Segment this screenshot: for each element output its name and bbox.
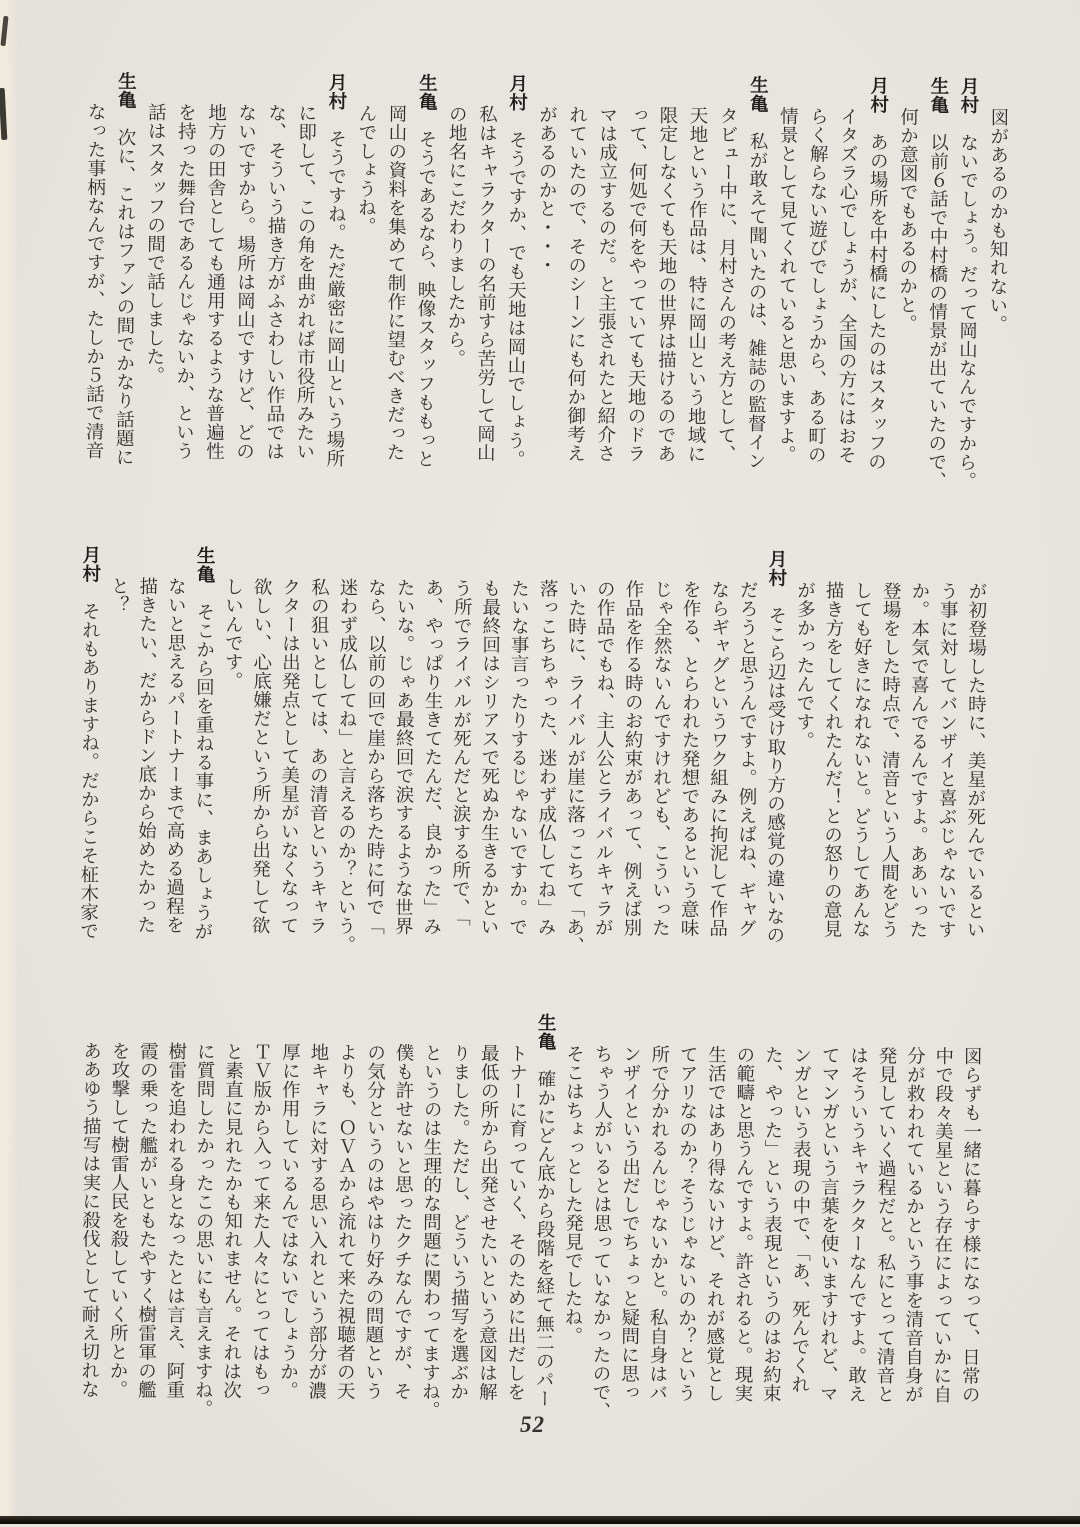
text-column: 描き方をしてくれたんだ！との怒りの意見 <box>821 580 846 939</box>
speaker-name: 月村 <box>80 545 102 583</box>
text-column: んでしょうね。 <box>356 103 379 236</box>
text-column: トナーに育っていく、そのために出だしを <box>505 1043 529 1402</box>
text-column: 欲しい、心底嫌だという所から出発して欲 <box>250 577 274 935</box>
text-column: 霞の乗った艦がいともたやすく樹雷軍の艦 <box>136 1041 160 1399</box>
text-column: 月村 そこら辺は受け取り方の感覚の違いなの <box>764 549 789 945</box>
speaker-name: 月村 <box>958 76 981 115</box>
text-column: 中で段々美星という存在によっていかに自 <box>931 1046 955 1404</box>
text-column: 生亀 私が敢えて聞いたのは、雑誌の監督イン <box>746 75 770 471</box>
text-column: はそういうキャラクターなんですよ。敢え <box>846 1045 870 1404</box>
text-column: よりも、ＯＶＡから流れて来た視聴者の天 <box>335 1042 359 1401</box>
text-column: 僕も許せないと思ったクチなんですが、そ <box>391 1043 416 1401</box>
text-column: じゃ全然ないんですけれども、こういった <box>650 579 674 938</box>
text-column: 月村 そうですね。ただ厳密に岡山という場所 <box>324 72 349 468</box>
text-column: イタズラ心でしょうが、全国の方にはおそ <box>836 106 860 465</box>
text-column: と素直に見れたかも知れません。それは次 <box>221 1042 245 1400</box>
text-column: てマンガという言葉を使いますけれど、マ <box>818 1045 842 1404</box>
text-column: 情景として見てくれていると思いますよ。 <box>776 106 800 464</box>
text-column: 話はスタッフの間で話しました。 <box>144 102 168 385</box>
text-column: たいな。じゃあ最終回で涙するような世界 <box>393 578 417 936</box>
text-column: 地方の田舎としても通用するような普遍性 <box>204 102 228 461</box>
text-column: れていたので、そのシーンにも何か御考え <box>565 105 589 463</box>
text-column: 月村 あの場所を中村橋にしたのはスタッフの <box>866 75 890 471</box>
text-column: なった事柄なんですが、たしか５話で清音 <box>84 102 108 460</box>
text-column: に即して、この角を曲がれば市役所みたい <box>294 103 318 461</box>
text-column: の気分というのはやはり好みの問題という <box>363 1042 387 1401</box>
text-column: 生亀 確かにどん底から段階を経て無二のパー <box>533 1012 558 1408</box>
text-column: 図があるのかも知れない。 <box>987 107 1011 334</box>
speaker-name: 生亀 <box>536 1012 558 1051</box>
text-column: あ、やっぱり生きてたんだ、良かった」み <box>421 578 445 936</box>
text-column: 迷わず成仏してね」と言えるのか？という。 <box>335 577 360 954</box>
text-column: だろうと思うんですよ。例えばね、ギャグ <box>736 580 760 938</box>
text-column: らく解らない遊びでしょうから、ある町の <box>806 106 830 464</box>
text-column: 分が救われているかという事を清音自身が <box>903 1046 927 1404</box>
text-column: な、そういう描き方がふさわしい作品では <box>264 103 288 461</box>
text-column: があるのかと・・・ <box>536 104 559 275</box>
text-column: ないですから。場所は岡山ですけど、どの <box>234 103 258 461</box>
text-column: というのは生理的な問題に関わってますね。 <box>420 1043 444 1420</box>
text-column: りました。ただし、どういう描写を選ぶか <box>448 1043 472 1401</box>
speaker-name: 生亀 <box>748 75 770 113</box>
page-number: 52 <box>520 1412 545 1437</box>
speaker-name: 生亀 <box>928 76 951 115</box>
text-column: か。本気で喜んでるんですよ。ああいった <box>907 581 931 939</box>
text-column: 描きたい、だからドン底から始めたかった <box>135 576 159 934</box>
text-column: が初登場した時に、美星が死んでいるとい <box>964 581 989 939</box>
text-column: を攻撃して樹雷人民を殺していく所とか。 <box>107 1041 132 1399</box>
text-column: 作品を作る時のお約束があって、例えば別 <box>621 579 645 937</box>
speaker-name: 月村 <box>326 72 349 111</box>
text-column: の地名にこだわりましたから。 <box>445 104 469 368</box>
text-column: ならギャグというワク組みに拘泥して作品 <box>707 580 731 938</box>
text-column: 地キャラに対する思い入れという部分が濃 <box>306 1042 330 1400</box>
text-column: ンガという表現の中で、「あ、死んでくれ <box>789 1045 813 1394</box>
text-column: ちゃう人がいるとは思っていなかったので、 <box>590 1044 614 1421</box>
text-column: 登場をした時点で、清音という人間をどう <box>879 581 903 939</box>
text-column: う所でライバルが死んだと涙する所で、「 <box>450 578 474 927</box>
text-column: の作品でもね、主人公とライバルキャラが <box>593 579 617 937</box>
text-block-top <box>79 71 1015 529</box>
text-column: ないと思えるパートナーまで高める過程を <box>164 576 188 935</box>
speaker-name: 月村 <box>507 73 529 112</box>
text-column: てアリなのか？そうじゃないのか？という <box>676 1044 700 1403</box>
text-column: 所で分かれるんじゃないかと。私自身はバ <box>647 1044 671 1403</box>
text-column: 生活ではあり得ないけど、それが感覚とし <box>704 1045 728 1403</box>
text-column: ＴＶ版から入って来た人々にとってはもっ <box>249 1042 274 1400</box>
text-column: そこはちょっとした発見でしたね。 <box>562 1044 586 1346</box>
text-column: う事に対してバンザイと喜ぶじゃないです <box>936 581 960 939</box>
speaker-name: 生亀 <box>195 545 217 584</box>
text-column: 月村 そうですか、でも天地は岡山でしょう。 <box>505 73 529 469</box>
text-column: 私はキャラクターの名前すら苦労して岡山 <box>475 104 499 462</box>
text-column: 厚に作用しているんではないでしょうか。 <box>278 1042 302 1400</box>
text-column: いた時に、ライバルが崖に落っこちて「あ、 <box>564 579 588 956</box>
text-column: を持った舞台であるんじゃないか、という <box>174 102 198 461</box>
text-column: 樹雷を追われる身となったとは言え、阿重 <box>164 1041 188 1400</box>
speaker-name: 生亀 <box>417 73 439 111</box>
text-column: しても好きになれないと。どうしてあんな <box>850 580 874 939</box>
text-column: マは成立するのだ。と主張されたと紹介さ <box>595 105 619 463</box>
text-column: って、何処で何をやっていても天地のドラ <box>625 105 649 463</box>
text-column: が多かったんです。 <box>794 580 817 750</box>
text-column: 生亀 以前６話で中村橋の情景が出ていたので、 <box>926 76 951 491</box>
text-column: しいんです。 <box>222 577 245 691</box>
text-column: 限定しなくても天地の世界は描けるのであ <box>655 105 679 464</box>
scan-edge-bar <box>0 1516 1080 1524</box>
text-column: ああゆう描写は実に殺伐として耐え切れな <box>79 1041 103 1399</box>
speaker-name: 月村 <box>868 75 890 114</box>
text-column: 落っこちちゃった、迷わず成仏してね」み <box>536 578 560 937</box>
text-column: 何か意図でもあるのかと。 <box>897 107 920 333</box>
text-column: 私の狙いとしては、あの清音というキャラ <box>307 577 331 935</box>
text-column: なら、以前の回で崖から落ちた時に何で「 <box>364 577 388 936</box>
text-column: 月村 ないでしょう。だって岡山なんですから。 <box>956 76 981 491</box>
text-column: 生亀 そこから回を重ねる事に、まあしょうが <box>192 545 217 941</box>
text-column: に質問したかったこの思いにも言えますね。 <box>193 1041 217 1419</box>
text-column: 天地という作品は、特に岡山という地域に <box>685 105 710 464</box>
text-column: 月村 それもありますね。だからこそ柾木家で <box>78 545 102 941</box>
text-column: と？ <box>109 576 131 615</box>
text-column: 最低の所から出発させたいという意図は解 <box>477 1043 501 1401</box>
text-column: 岡山の資料を集めて制作に望むべきだった <box>384 104 409 462</box>
text-column: 生亀 そうであるなら、映像スタッフももっと <box>415 73 439 469</box>
text-column: も最終回はシリアスで死ぬか生きるかとい <box>478 578 503 936</box>
text-column: 図らずも一緒に暮らす様になって、日常の <box>960 1046 984 1404</box>
speaker-name: 生亀 <box>116 71 138 110</box>
text-block-bottom <box>75 1010 987 1456</box>
text-block-middle <box>74 545 992 991</box>
text-column: を作る、とらわれた発想であるという意味 <box>678 579 703 938</box>
text-column: の範疇と思うんですよ。許されると。現実 <box>732 1045 757 1403</box>
text-column: ンザイという出だしでちょっと疑問に思っ <box>619 1044 643 1402</box>
text-column: た、やった」という表現というのはお約束 <box>761 1045 785 1403</box>
text-column: たいな事言ったりするじゃないですか。で <box>507 578 531 937</box>
text-column: 生亀 次に、これはファンの間でかなり話題に <box>114 71 138 467</box>
text-column: タビュー中に、月村さんの考え方として、 <box>715 106 740 464</box>
speaker-name: 月村 <box>766 549 789 588</box>
text-column: クターは出発点として美星がいなくなって <box>278 577 302 935</box>
text-column: 発見していく過程だと。私にとって清音と <box>874 1046 899 1404</box>
